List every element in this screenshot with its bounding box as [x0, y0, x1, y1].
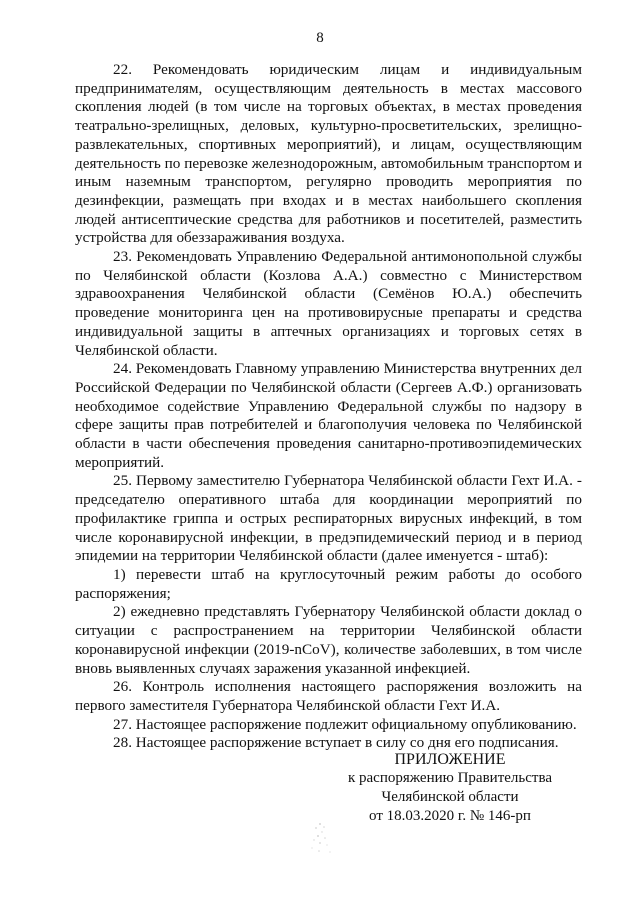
appendix-heading: ПРИЛОЖЕНИЕ — [394, 751, 506, 768]
faint-seal-mark — [300, 818, 340, 858]
appendix-line-2: Челябинской области — [381, 789, 519, 805]
paragraph-27: 27. Настоящее распоряжение подлежит официальному опубликованию. — [113, 715, 577, 733]
paragraph-25-item-1: 1) перевести штаб на круглосуточный режим работы до особого распоряжения; — [75, 565, 582, 602]
paragraph-28: 28. Настоящее распоряжение вступает в силу со дня его подписания. — [113, 734, 559, 752]
paragraph-26: 26. Контроль исполнения настоящего распоряжения возложить на первого заместителя Губернатора Челябинской области Гехт И.А. — [75, 678, 582, 714]
paragraph-23: 23. Рекомендовать Управлению Федеральной антимонопольной службы по Челябинской области (Козлова А.А.) совместно с Министерством здравоохранения Челябинской области (Семёнов Ю.А.) обеспечить проведение мониторинга цен на противовирусные препараты и средства индивидуальной защиты в аптечных организациях и торговых сетях в Челябинской области. — [75, 248, 582, 359]
appendix-line-3: от 18.03.2020 г. № 146-рп — [369, 808, 531, 824]
appendix-line-1: к распоряжению Правительства — [347, 770, 552, 786]
appendix-block — [300, 750, 600, 826]
paragraph-24: 24. Рекомендовать Главному управлению Министерства внутренних дел Российской Федерации по Челябинской области (Сергеев А.Ф.) организовать необходимое содействие Управлению Федеральной службы по надзору в сфере защиты прав потребителей и благополучия человека по Челябинской области в части обеспечения проведения санитарно-противоэпидемических мероприятий. — [75, 360, 582, 471]
paragraph-22: 22. Рекомендовать юридическим лицам и индивидуальным предпринимателям, осуществляющим деятельность в местах массового скопления людей (в том числе на торговых объектах, в местах проведения театрально-зрелищных, деловых, культурно-просветительских, зрелищно-развлекательных, спортивных мероприятий), и лицам, осуществляющим деятельность по перевозке железнодорожным, автомобильным транспортом и иным наземным транспортом, регулярно проводить мероприятия по дезинфекции, размещать при входах и в местах наибольшего скопления людей антисептические средства для работников и посетителей, разместить устройства для обеззараживания воздуха. — [75, 61, 582, 247]
page-number: 8 — [316, 30, 324, 46]
document-body — [75, 61, 582, 753]
paragraph-25-item-2: 2) ежедневно представлять Губернатору Челябинской области доклад о ситуации с распространением на территории Челябинской области коронавирусной инфекции (2019-nCoV), количестве заболевших, в том числе вновь выявленных случаях заражения указанной инфекцией. — [75, 603, 582, 677]
paragraph-25: 25. Первому заместителю Губернатора Челябинской области Гехт И.А. - председателю оперативного штаба для координации мероприятий по профилактике гриппа и острых респираторных вирусных инфекций, в том числе коронавирусной инфекции, в предэпидемический период и в период эпидемии на территории Челябинской области (далее именуется - штаб): — [75, 472, 582, 565]
